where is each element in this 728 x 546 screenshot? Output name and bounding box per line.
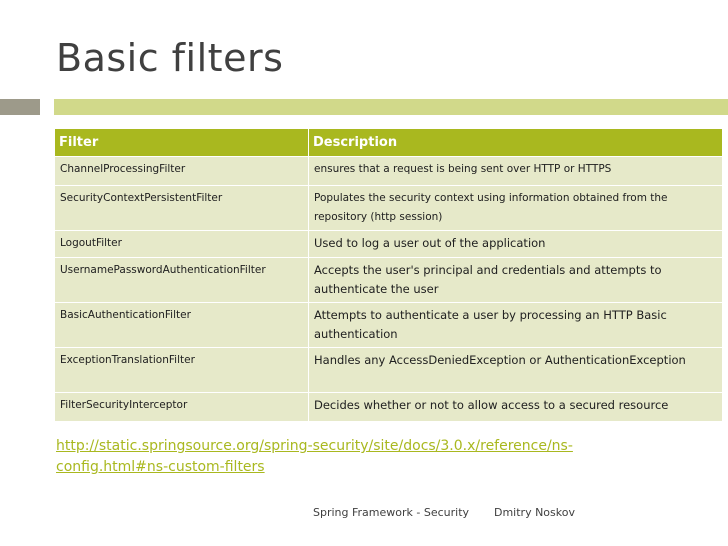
- footer-course: Spring Framework - Security: [313, 506, 470, 519]
- filters-table: [54, 128, 723, 422]
- table-header-row: [55, 129, 723, 157]
- header-filter: Filter: [55, 129, 309, 157]
- decorative-bar-left: [0, 99, 40, 115]
- filter-description: ensures that a request is being sent over HTTP or HTTPS: [309, 157, 723, 186]
- table-row: [55, 348, 723, 393]
- filter-description: Used to log a user out of the application: [309, 231, 723, 258]
- header-description: Description: [309, 129, 723, 157]
- filter-name: BasicAuthenticationFilter: [55, 303, 309, 348]
- filter-name: UsernamePasswordAuthenticationFilter: [55, 258, 309, 303]
- filter-description: Attempts to authenticate a user by processing an HTTP Basic authentication: [309, 303, 723, 348]
- reference-link[interactable]: http://static.springsource.org/spring-security/site/docs/3.0.x/reference/ns-config.html#ns-custom-filters: [56, 438, 573, 475]
- table-row: [55, 186, 723, 231]
- filter-description: Accepts the user's principal and credentials and attempts to authenticate the user: [309, 258, 723, 303]
- footer-author: Dmitry Noskov: [494, 506, 575, 519]
- filter-name: ChannelProcessingFilter: [55, 157, 309, 186]
- filter-description: Decides whether or not to allow access to a secured resource: [309, 393, 723, 422]
- filter-name: LogoutFilter: [55, 231, 309, 258]
- table-row: [55, 258, 723, 303]
- filter-name: ExceptionTranslationFilter: [55, 348, 309, 393]
- filter-name: FilterSecurityInterceptor: [55, 393, 309, 422]
- slide-title: Basic filters: [56, 36, 284, 80]
- table-row: [55, 393, 723, 422]
- filter-description: Handles any AccessDeniedException or AuthenticationException: [309, 348, 723, 393]
- filter-description: Populates the security context using information obtained from the repository (http session): [309, 186, 723, 231]
- filter-name: SecurityContextPersistentFilter: [55, 186, 309, 231]
- decorative-bar-right: [54, 99, 728, 115]
- table-row: [55, 157, 723, 186]
- table-row: [55, 303, 723, 348]
- table-row: [55, 231, 723, 258]
